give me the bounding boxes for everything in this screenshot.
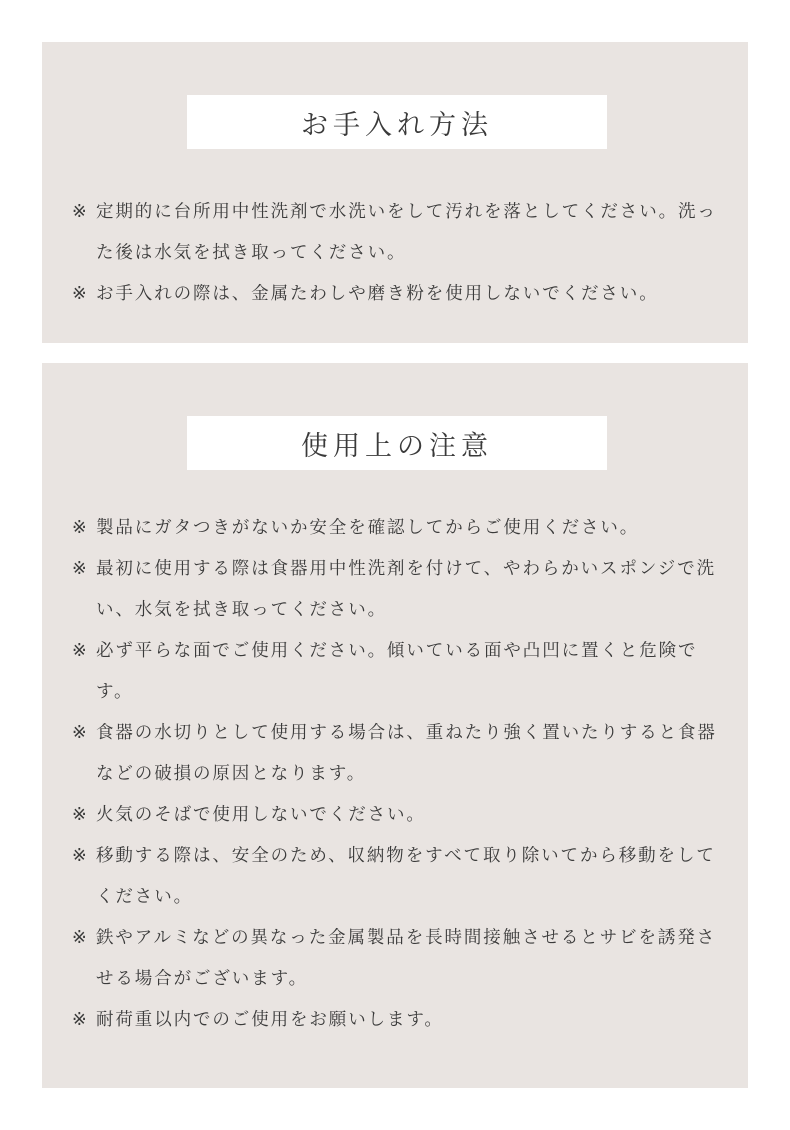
note-mark: ※ xyxy=(72,284,89,304)
list-item xyxy=(72,192,732,274)
note-text: 食器の水切りとして使用する場合は、重ねたり強く置いたりすると食器などの破損の原因となります。 xyxy=(96,723,717,784)
note-text: 火気のそばで使用しないでください。 xyxy=(96,805,426,825)
note-mark: ※ xyxy=(72,805,89,825)
list-item xyxy=(72,713,732,795)
care-notes-list xyxy=(72,192,732,315)
note-text: 定期的に台所用中性洗剤で水洗いをして汚れを落としてください。洗った後は水気を拭き取ってください。 xyxy=(96,202,717,263)
note-mark: ※ xyxy=(72,559,89,579)
note-text: 鉄やアルミなどの異なった金属製品を長時間接触させるとサビを誘発させる場合がございます。 xyxy=(96,928,717,989)
note-mark: ※ xyxy=(72,928,89,948)
caution-title: 使用上の注意 xyxy=(301,430,493,462)
note-mark: ※ xyxy=(72,641,89,661)
list-item xyxy=(72,918,732,1000)
note-mark: ※ xyxy=(72,1010,89,1030)
note-text: 最初に使用する際は食器用中性洗剤を付けて、やわらかいスポンジで洗い、水気を拭き取ってください。 xyxy=(96,559,717,620)
note-text: 耐荷重以内でのご使用をお願いします。 xyxy=(96,1010,444,1030)
note-text: お手入れの際は、金属たわしや磨き粉を使用しないでください。 xyxy=(96,284,659,304)
note-text: 製品にガタつきがないか安全を確認してからご使用ください。 xyxy=(96,518,640,538)
care-title: お手入れ方法 xyxy=(301,109,493,141)
care-instructions-panel xyxy=(42,42,748,343)
note-mark: ※ xyxy=(72,518,89,538)
list-item xyxy=(72,1000,732,1041)
note-text: 移動する際は、安全のため、収納物をすべて取り除いてから移動をしてください。 xyxy=(96,846,716,907)
list-item xyxy=(72,631,732,713)
list-item xyxy=(72,795,732,836)
list-item xyxy=(72,274,732,315)
note-mark: ※ xyxy=(72,202,89,222)
caution-title-box xyxy=(187,416,607,470)
note-text: 必ず平らな面でご使用ください。傾いている面や凸凹に置くと危険です。 xyxy=(96,641,698,702)
note-mark: ※ xyxy=(72,723,89,743)
note-mark: ※ xyxy=(72,846,89,866)
care-title-box xyxy=(187,95,607,149)
caution-notes-list xyxy=(72,508,732,1041)
list-item xyxy=(72,508,732,549)
usage-cautions-panel xyxy=(42,363,748,1088)
list-item xyxy=(72,549,732,631)
list-item xyxy=(72,836,732,918)
